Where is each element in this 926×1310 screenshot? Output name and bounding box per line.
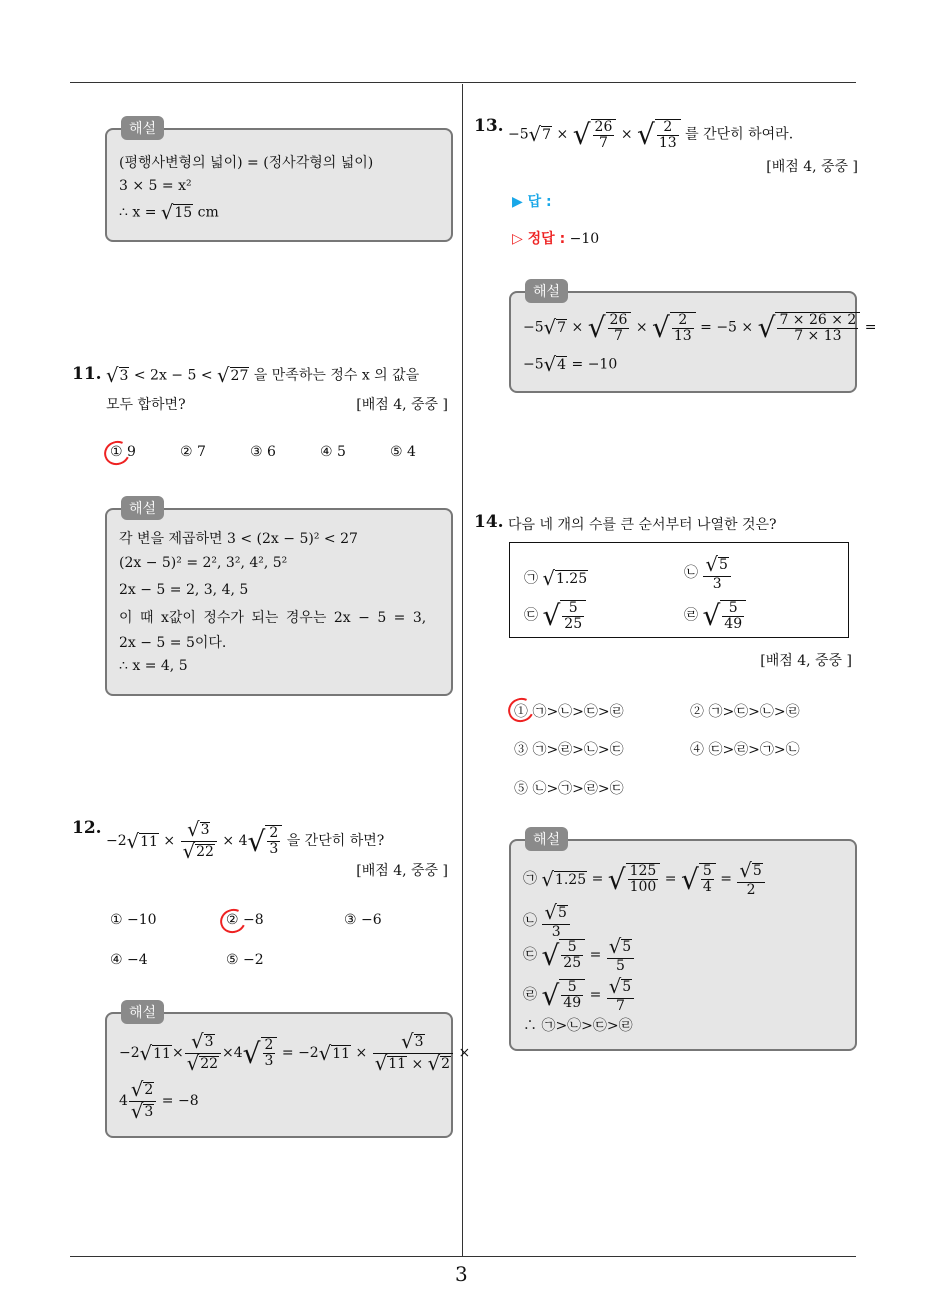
choice-5[interactable]: ⑤ −2 (226, 952, 264, 968)
choice-4[interactable]: ④ ㉢>㉣>㉠>㉡ (690, 742, 800, 758)
question-number: 12. (72, 818, 102, 838)
question-11 (72, 364, 452, 413)
solution-line: 4 $\frac{√2}{√3}$ = −8 (119, 1078, 199, 1123)
question-text: √3 < 2x − 5 < √27 을 만족하는 정수 x 의 값을 (106, 364, 420, 387)
solution-line: −5√7 × √ $\frac{26}{7}$ × √ $\frac{2}{13}$ = −5 × √ $\frac{7 \times 26 \times 2}{7 \times 13}$ = (523, 311, 877, 344)
bottom-rule (70, 1256, 856, 1257)
solution-line: ㉠ √1.25 = √ $\frac{125}{100}$ = √ $\frac{5}{4}$ = $\frac{√5}{2}$ (523, 861, 766, 897)
question-text: −5√7 × √ $\frac{26}{7}$ × √ $\frac{2}{13}$ 를 간단히 하여라. (508, 118, 794, 151)
correct-answer: ▷ 정답 : −10 (512, 231, 600, 247)
choice-1[interactable]: ① ㉠>㉡>㉢>㉣ (514, 704, 624, 720)
solution-tag: 해설 (121, 496, 164, 520)
choice-3[interactable]: ③ −6 (344, 912, 382, 928)
solution-line: ∴ x = √15 cm (119, 201, 219, 224)
choice-2[interactable]: ② −8 (226, 912, 264, 928)
solution-box-14 (509, 832, 857, 1051)
question-meta: [배점 4, 중중 ] (356, 397, 448, 413)
solution-line: 이 때 x값이 정수가 되는 경우는 2x − 5 = 3, (119, 610, 427, 626)
column-divider (462, 84, 463, 1256)
solution-line: (2x − 5)² = 2², 3², 4², 5² (119, 555, 288, 571)
solution-line: ∴ x = 4, 5 (119, 658, 188, 674)
item-d: ㉣ √ $\frac{5}{49}$ (684, 599, 746, 632)
question-meta: [배점 4, 중중 ] (760, 653, 852, 669)
solution-box-10 (105, 121, 453, 242)
choice-5[interactable]: ⑤ 4 (390, 444, 416, 460)
question-text: 다음 네 개의 수를 큰 순서부터 나열한 것은? (508, 517, 777, 533)
question-14 (474, 512, 858, 532)
items-table (509, 542, 849, 638)
solution-tag: 해설 (121, 1000, 164, 1024)
solution-line: ㉢ √ $\frac{5}{25}$ = $\frac{√5}{5}$ (523, 937, 635, 973)
question-number: 13. (474, 116, 504, 136)
solution-line: −2√11× $\frac{√3}{√22}$ ×4√ $\frac{2}{3}$ = −2√11 × $\frac{√3}{√11 \times √2}$ × (119, 1030, 471, 1075)
page-number: 3 (455, 1262, 468, 1286)
question-12 (72, 818, 452, 878)
choice-2[interactable]: ② 7 (180, 444, 206, 460)
choice-2[interactable]: ② ㉠>㉢>㉡>㉣ (690, 704, 800, 720)
solution-line: 2x − 5 = 5이다. (119, 635, 227, 651)
solution-line: ㉡ $\frac{√5}{3}$ (523, 903, 571, 939)
choice-3[interactable]: ③ ㉠>㉣>㉡>㉢ (514, 742, 624, 758)
choice-4[interactable]: ④ −4 (110, 952, 148, 968)
question-meta: [배점 4, 중중 ] (766, 159, 858, 175)
question-number: 11. (72, 364, 102, 384)
item-b: ㉡ $\frac{√5}{3}$ (684, 555, 732, 591)
answer-label: ▶ 답 : (512, 194, 552, 210)
solution-line: ㉣ √ $\frac{5}{49}$ = $\frac{√5}{7}$ (523, 977, 635, 1013)
top-rule (70, 82, 856, 83)
question-13 (474, 116, 858, 178)
question-text-2: 모두 합하면? (106, 397, 186, 413)
solution-box-12 (105, 1005, 471, 1138)
solution-line: ∴ ㉠>㉡>㉢>㉣ (523, 1018, 633, 1034)
solution-box-11 (105, 501, 453, 696)
solution-tag: 해설 (525, 827, 568, 851)
choice-4[interactable]: ④ 5 (320, 444, 346, 460)
solution-box-13 (509, 284, 877, 393)
solution-line: (평행사변형의 넓이) = (정사각형의 넓이) (119, 155, 374, 171)
item-c: ㉢ √ $\frac{5}{25}$ (524, 599, 586, 632)
question-number: 14. (474, 512, 504, 532)
choice-1[interactable]: ① 9 (110, 444, 136, 460)
choice-3[interactable]: ③ 6 (250, 444, 276, 460)
solution-line: 2x − 5 = 2, 3, 4, 5 (119, 582, 249, 598)
choice-1[interactable]: ① −10 (110, 912, 157, 928)
solution-tag: 해설 (525, 279, 568, 303)
question-meta: [배점 4, 중중 ] (356, 863, 448, 879)
solution-line: −5√4 = −10 (523, 353, 618, 376)
solution-line: 3 × 5 = x² (119, 178, 192, 194)
question-text: −2√11 × $\frac{√3}{√22}$ × 4√ $\frac{2}{3}$ 을 간단히 하면? (106, 818, 385, 863)
choice-5[interactable]: ⑤ ㉡>㉠>㉣>㉢ (514, 781, 624, 797)
solution-tag: 해설 (121, 116, 164, 140)
solution-line: 각 변을 제곱하면 3 < (2x − 5)² < 27 (119, 531, 358, 547)
item-a: ㉠ √1.25 (524, 567, 588, 590)
